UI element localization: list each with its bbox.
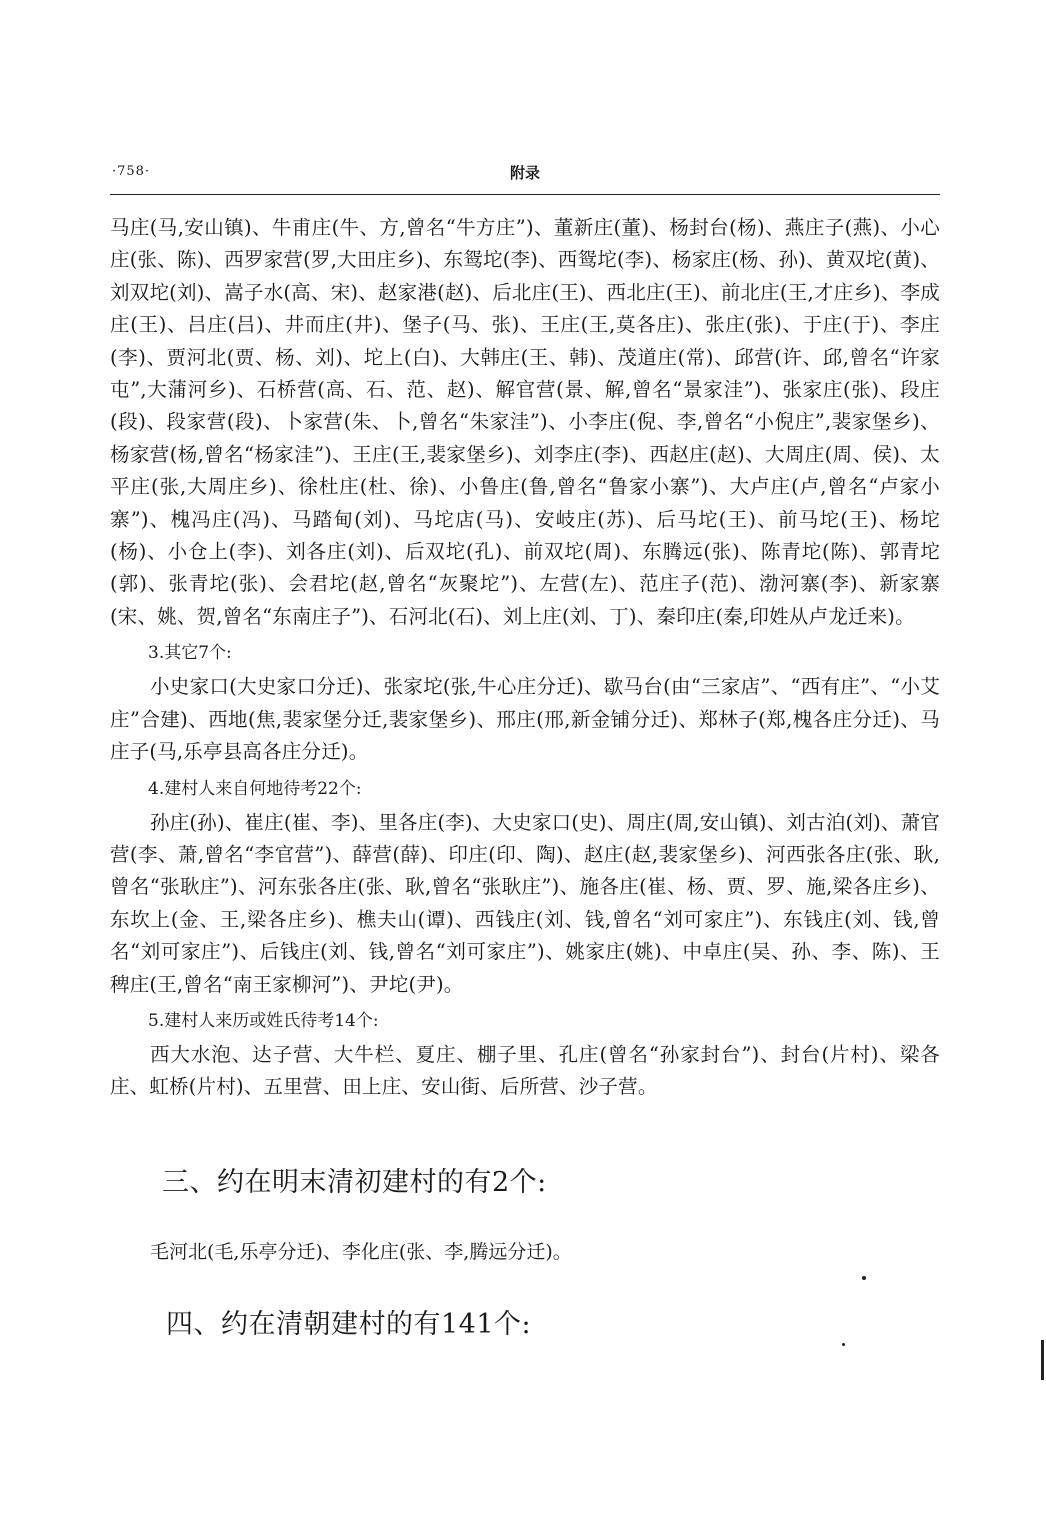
scan-speck [862, 1276, 866, 1280]
subheading-origin-unknown: 4.建村人来自何地待考22个: [148, 778, 362, 799]
header-rule [110, 194, 940, 195]
body-text [110, 212, 940, 1104]
scan-edge-mark [1041, 1340, 1044, 1380]
section-paragraph-ming-qing: 毛河北(毛,乐亭分迁)、李化庄(张、李,腾远分迁)。 [150, 1241, 572, 1263]
page-number: ·758· [112, 164, 151, 179]
section-heading-ming-qing: 三、约在明末清初建村的有2个: [162, 1167, 547, 1198]
scan-speck [842, 1343, 845, 1346]
paragraph-other: 小史家口(大史家口分迁)、张家坨(张,牛心庄分迁)、歇马台(由“三家店”、“西有庄”、“小艾庄”合建)、西地(焦,裴家堡分迁,裴家堡乡)、邢庄(邢,新金铺分迁)、郑林子(郑,槐各庄分迁)、马庄子(马,乐亭县高各庄分迁)。 [110, 675, 940, 764]
subheading-other: 3.其它7个: [148, 643, 232, 664]
running-title: 附录 [509, 164, 540, 182]
paragraph-village-list: 马庄(马,安山镇)、牛甫庄(牛、方,曾名“牛方庄”)、董新庄(董)、杨封台(杨)、燕庄子(燕)、小心庄(张、陈)、西罗家营(罗,大田庄乡)、东鸳坨(李)、西鸳坨(李)、杨家庄(杨、孙)、黄双坨(黄)、刘双坨(刘)、嵩子水(高、宋)、赵家港(赵)、后北庄(王)、西北庄(王)、前北庄(王,才庄乡)、李成庄(王)、吕庄(吕)、井而庄(井)、堡子(马、张)、王庄(王,莫各庄)、张庄(张)、于庄(于)、李庄(李)、贾河北(贾、杨、刘)、坨上(白)、大韩庄(王、韩)、茂道庄(常)、邱营(许、邱,曾名“许家屯”,大蒲河乡)、石桥营(高、石、范、赵)、解官营(景、解,曾名“景家洼”)、张家庄(张)、段庄(段)、段家营(段)、卜家营(朱、卜,曾名“朱家洼”)、小李庄(倪、李,曾名“小倪庄”,裴家堡乡)、杨家营(杨,曾名“杨家洼”)、王庄(王,裴家堡乡)、刘李庄(李)、西赵庄(赵)、大周庄(周、侯)、太平庄(张,大周庄乡)、徐杜庄(杜、徐)、小鲁庄(鲁,曾名“鲁家小寨”)、大卢庄(卢,曾名“卢家小寨”)、槐冯庄(冯)、马踏甸(刘)、马坨店(马)、安岐庄(苏)、后马坨(王)、前马坨(王)、杨坨(杨)、小仓上(李)、刘各庄(刘)、后双坨(孔)、前双坨(周)、东腾远(张)、陈青坨(陈)、郭青坨(郭)、张青坨(张)、会君坨(赵,曾名“灰聚坨”)、左营(左)、范庄子(范)、渤河寨(李)、新家寨(宋、姚、贺,曾名“东南庄子”)、石河北(石)、刘上庄(刘、丁)、秦印庄(秦,印姓从卢龙迁来)。 [110, 216, 940, 628]
section-heading-qing: 四、约在清朝建村的有141个: [166, 1309, 532, 1340]
page-header [110, 160, 940, 194]
subheading-surname-unknown: 5.建村人来历或姓氏待考14个: [148, 1010, 379, 1031]
paragraph-origin-unknown: 孙庄(孙)、崔庄(崔、李)、里各庄(李)、大史家口(史)、周庄(周,安山镇)、刘古泊(刘)、萧官营(李、萧,曾名“李官营”)、薛营(薛)、印庄(印、陶)、赵庄(赵,裴家堡乡)、河西张各庄(张、耿,曾名“张耿庄”)、河东张各庄(张、耿,曾名“张耿庄”)、施各庄(崔、杨、贾、罗、施,梁各庄乡)、东坎上(金、王,梁各庄乡)、樵夫山(谭)、西钱庄(刘、钱,曾名“刘可家庄”)、东钱庄(刘、钱,曾名“刘可家庄”)、后钱庄(刘、钱,曾名“刘可家庄”)、姚家庄(姚)、中卓庄(吴、孙、李、陈)、王稗庄(王,曾名“南王家柳河”)、尹坨(尹)。 [110, 810, 940, 996]
paragraph-surname-unknown: 西大水泡、达子营、大牛栏、夏庄、棚子里、孔庄(曾名“孙家封台”)、封台(片村)、梁各庄、虹桥(片村)、五里营、田上庄、安山街、后所营、沙子营。 [110, 1042, 940, 1099]
